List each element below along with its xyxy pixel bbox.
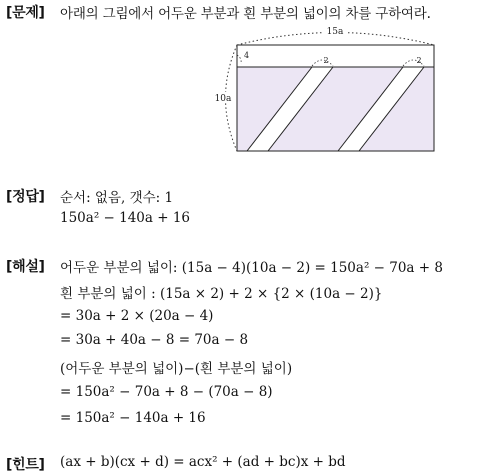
solution-label: [해설]: [6, 259, 45, 275]
solution-line-6: = 150a² − 70a + 8 − (70a − 8): [60, 384, 273, 400]
solution-line-7: = 150a² − 140a + 16: [60, 410, 206, 426]
left-dimension-label: 10a: [214, 94, 232, 104]
solution-line-1: 어두운 부분의 넓이: (15a − 4)(10a − 2) = 150a² − 70a + 8: [60, 260, 443, 276]
hint-label: [힌트]: [6, 457, 45, 473]
stripe-label-2: 2: [416, 56, 422, 65]
answer-line-1: 순서: 없음, 갯수: 1: [60, 190, 174, 206]
solution-line-5: (어두운 부분의 넓이)−(흰 부분의 넓이): [60, 361, 293, 377]
problem-text: 아래의 그림에서 어두운 부분과 흰 부분의 넓이의 차를 구하여라.: [60, 6, 431, 22]
hint-line-1: (ax + b)(cx + d) = acx² + (ad + bc)x + bd: [60, 454, 346, 470]
solution-line-3: = 30a + 2 × (20a − 4): [60, 308, 214, 324]
solution-line-4: = 30a + 40a − 8 = 70a − 8: [60, 332, 249, 348]
stripe-label-1: 2: [323, 56, 329, 65]
top-dimension-label: 15a: [326, 27, 344, 37]
corner-dimension-label: 4: [244, 51, 250, 60]
solution-line-2: 흰 부분의 넓이 : (15a × 2) + 2 × {2 × (10a − 2)}: [60, 286, 383, 302]
problem-figure: [208, 24, 448, 158]
answer-line-2: 150a² − 140a + 16: [60, 210, 191, 226]
problem-label: [문제]: [6, 5, 45, 21]
answer-label: [정답]: [6, 189, 45, 205]
white-top-strip: [237, 45, 434, 67]
